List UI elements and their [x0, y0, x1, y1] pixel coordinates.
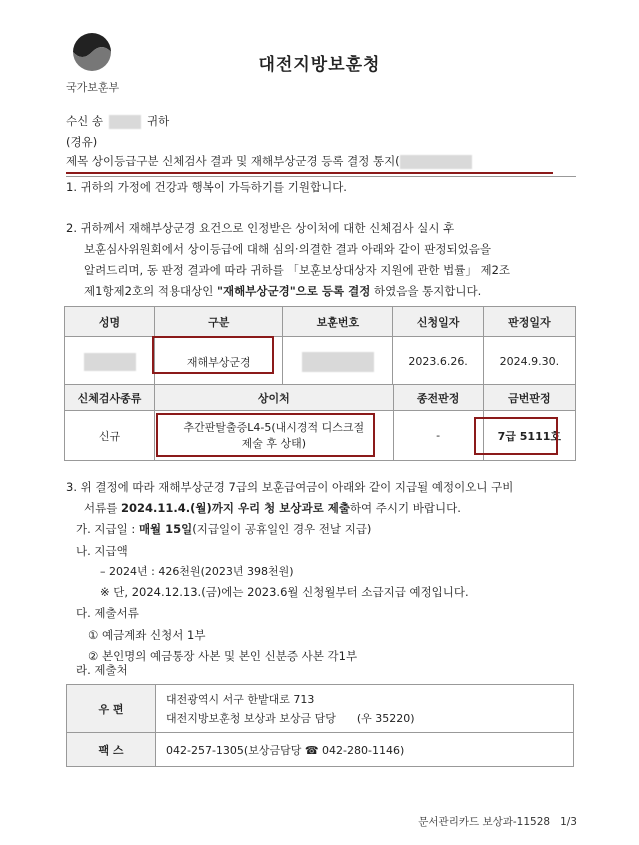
fax-label: 팩 스	[67, 733, 156, 767]
redacted-subject	[400, 155, 472, 169]
paragraph-2-line-1: 2. 귀하께서 재해부상군경 요건으로 인정받은 상이처에 대한 신체검사 실시 후	[66, 221, 455, 235]
cell-veteran-number	[283, 337, 393, 387]
paragraph-2-line-3: 알려드리며, 동 판정 결과에 따라 귀하를 「보훈보상대상자 지원에 관한 법률」 제2조	[84, 263, 511, 277]
ga-label: 가. 지급일 :	[76, 522, 139, 536]
recipient-line	[66, 113, 169, 129]
th-category: 구분	[155, 307, 283, 337]
cell-category: 재해부상군경	[155, 337, 283, 387]
redacted-name-cell	[84, 353, 136, 371]
ga-bold: 매월 15일	[138, 522, 193, 536]
subject-text: 제목 상이등급구분 신체검사 결과 및 재해부상군경 등록 결정 통지(	[66, 154, 400, 168]
redacted-number-cell	[302, 352, 374, 372]
th-decision-date: 판정일자	[483, 307, 575, 337]
recipient-suffix: 귀하	[146, 114, 170, 128]
amount-line: – 2024년 : 426천원(2023년 398천원)	[100, 565, 294, 578]
section-3-line-1: 3. 위 결정에 따라 재해부상군경 7급의 보훈급여금이 아래와 같이 지급될 예정이오니 구비	[66, 480, 514, 494]
cell-apply-date: 2023.6.26.	[393, 337, 483, 387]
result-table	[64, 306, 576, 387]
th-injury: 상이처	[155, 385, 394, 411]
item-na: 나. 지급액	[76, 544, 128, 558]
doc-item-1: ① 예금계좌 신청서 1부	[88, 628, 206, 642]
ga-note: (지급일이 공휴일인 경우 전날 지급)	[192, 522, 372, 536]
cell-current: 7급 5111호	[483, 411, 575, 461]
injury-line-1: 추간판탈출증L4-5(내시경적 디스크절	[183, 420, 365, 434]
document-title: 대전지방보훈청	[258, 55, 381, 75]
paragraph-2-line-2: 보훈심사위원회에서 상이등급에 대해 심의·의결한 결과 아래와 같이 판정되었음을	[84, 242, 491, 256]
item-ga	[76, 518, 371, 540]
mail-line-1: 대전광역시 서구 한밭대로 713	[166, 692, 315, 706]
mail-line-2: 대전지방보훈청 보상과 보상금 담당 (우 35220)	[166, 711, 415, 725]
subject-line	[66, 153, 472, 169]
paragraph-1: 1. 귀하의 가정에 건강과 행복이 가득하기를 기원합니다.	[66, 180, 347, 194]
cell-exam-type: 신규	[65, 411, 155, 461]
fax-value: 042-257-1305(보상금담당 ☎ 042-280-1146)	[156, 733, 574, 767]
highlight-grade	[474, 417, 558, 455]
p2-line4-c: 하였음을 통지합니다.	[370, 284, 482, 298]
retroactive-note: ※ 단, 2024.12.13.(금)에는 2023.6월 신청월부터 소급지급 예정입니다.	[100, 585, 469, 599]
document-footer: 문서관리카드 보상과-11528 1/3	[418, 816, 577, 828]
th-previous: 종전판정	[393, 385, 483, 411]
th-current: 금번판정	[483, 385, 575, 411]
section-3-line-2	[84, 497, 461, 519]
injury-line-2: 제술 후 상태)	[241, 436, 307, 450]
mail-label: 우 편	[67, 685, 156, 733]
p2-line4-a: 제1항제2호의 적용대상인	[84, 284, 218, 298]
p2-line4-bold: "재해부상군경"으로 등록 결정	[217, 284, 371, 298]
doc-item-2: ② 본인명의 예금통장 사본 및 본인 신분증 사본 각1부	[88, 649, 358, 663]
s3-deadline: 2024.11.4.(월)까지 우리 청 보상과로 제출	[120, 501, 350, 515]
recipient-prefix: 수신 송	[66, 114, 103, 128]
item-da: 다. 제출서류	[76, 606, 139, 620]
redacted-name	[109, 115, 141, 129]
ministry-name: 국가보훈부	[66, 81, 120, 94]
th-name: 성명	[65, 307, 155, 337]
cell-decision-date: 2024.9.30.	[483, 337, 575, 387]
th-apply-date: 신청일자	[393, 307, 483, 337]
cell-name	[65, 337, 155, 387]
s3-line2-c: 하여 주시기 바랍니다.	[349, 501, 461, 515]
paragraph-2-line-4	[84, 280, 481, 302]
mail-address	[156, 685, 574, 733]
highlight-injury	[156, 413, 375, 457]
submission-table	[66, 684, 574, 767]
cell-previous: -	[393, 411, 483, 461]
item-ra: 라. 제출처	[76, 663, 128, 677]
highlight-category	[152, 336, 274, 374]
th-exam-type: 신체검사종류	[65, 385, 155, 411]
th-veteran-number: 보훈번호	[283, 307, 393, 337]
via-line: (경유)	[66, 135, 98, 149]
subject-underline	[66, 172, 553, 174]
s3-line2-a: 서류를	[84, 501, 121, 515]
